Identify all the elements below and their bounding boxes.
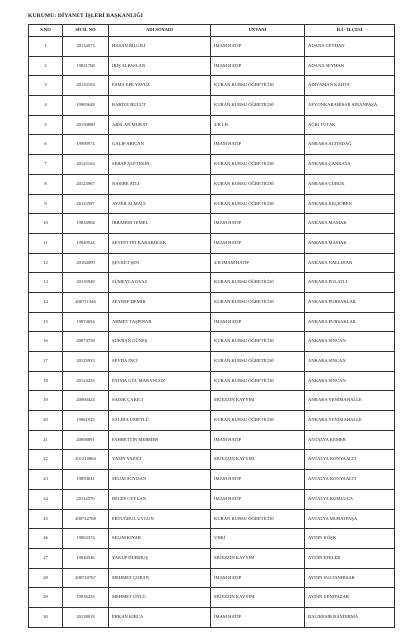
- table-row: [29, 56, 395, 76]
- cell-name: GALİP ARIÇAN: [109, 135, 211, 155]
- cell-name: NASİBE ATLI: [109, 174, 211, 194]
- cell-title: MÜEZZİN KAYYIM: [211, 391, 305, 411]
- table-row: [29, 253, 395, 273]
- cell-title: İMAM HATİP: [211, 312, 305, 332]
- cell-location: ANKARA NALLIHAN: [305, 253, 395, 273]
- cell-location: ANKARA PURSAKLAR: [305, 312, 395, 332]
- table-row: [29, 76, 395, 96]
- cell-name: HASAN BİLGİLİ: [109, 37, 211, 57]
- cell-location: ANKARA YENİMAHALLE: [305, 411, 395, 431]
- column-header-name: ADI SOYADI: [109, 25, 211, 37]
- cell-sno: 29: [29, 588, 63, 608]
- cell-name: MEHMET ÜNLÜ: [109, 588, 211, 608]
- cell-sicil-no: 19940524: [63, 233, 109, 253]
- cell-sicil-no: 20113597: [63, 194, 109, 214]
- cell-sno: 4: [29, 96, 63, 116]
- cell-name: ESMA EFE YAVUZ: [109, 76, 211, 96]
- cell-location: ANKARA KEÇİÖREN: [305, 194, 395, 214]
- cell-sno: 8: [29, 174, 63, 194]
- cell-name: ŞÜKRAN GÜNEŞ: [109, 332, 211, 352]
- cell-location: ANKARA SİNCAN: [305, 352, 395, 372]
- cell-sicil-no: 20164009: [63, 253, 109, 273]
- cell-sno: 2: [29, 56, 63, 76]
- cell-location: ANKARA ALTINDAĞ: [305, 135, 395, 155]
- cell-location: ANKARA ÇANKAYA: [305, 155, 395, 175]
- cell-location: ANTALYA KONYAALTI: [305, 470, 395, 490]
- cell-title: MÜEZZİN KAYYIM: [211, 450, 305, 470]
- table-row: [29, 430, 395, 450]
- cell-title: KURAN KURSU ÖĞRETİCİSİ: [211, 155, 305, 175]
- cell-sicil-no: 20125163: [63, 155, 109, 175]
- cell-sicil-no: 19936255: [63, 588, 109, 608]
- cell-title: KURAN KURSU ÖĞRETİCİSİ: [211, 273, 305, 293]
- cell-location: AYDIN SULTANHİSAR: [305, 568, 395, 588]
- cell-name: ERKAN KIRCA: [109, 607, 211, 627]
- cell-location: ADANA CEYHAN: [305, 37, 395, 57]
- cell-title: KURAN KURSU ÖĞRETİCİSİ: [211, 509, 305, 529]
- cell-location: AYDIN EFELER: [305, 548, 395, 568]
- cell-name: İBRAHİM TEMEL: [109, 214, 211, 234]
- cell-sno: 22: [29, 450, 63, 470]
- table-row: [29, 174, 395, 194]
- cell-sno: 13: [29, 273, 63, 293]
- cell-name: SEVDA İNCİ: [109, 352, 211, 372]
- cell-title: KURAN KURSU ÖĞRETİCİSİ: [211, 76, 305, 96]
- cell-name: YAKUP DURMUŞ: [109, 548, 211, 568]
- cell-title: KURAN KURSU ÖĞRETİCİSİ: [211, 411, 305, 431]
- cell-sicil-no: 20074758: [63, 332, 109, 352]
- cell-title: İMAM HATİP: [211, 56, 305, 76]
- column-header-sicil: SİCİL NO: [63, 25, 109, 37]
- table-row: [29, 391, 395, 411]
- cell-title: KURAN KURSU ÖĞRETİCİSİ: [211, 371, 305, 391]
- cell-title: KURAN KURSU ÖĞRETİCİSİ: [211, 332, 305, 352]
- table-row: [29, 371, 395, 391]
- cell-sno: 30: [29, 607, 63, 627]
- cell-name: ERTUĞRUL UYGUN: [109, 509, 211, 529]
- cell-name: SÜMEYLA OVAZ: [109, 273, 211, 293]
- cell-name: RECEP CEYLAN: [109, 489, 211, 509]
- table-row: [29, 194, 395, 214]
- table-row: [29, 568, 395, 588]
- cell-location: AĞRI TUTAK: [305, 115, 395, 135]
- table-row: [29, 529, 395, 549]
- column-header-location: İLİ - İLÇESİ: [305, 25, 395, 37]
- cell-sicil-no: 20150880: [63, 115, 109, 135]
- table-row: [29, 214, 395, 234]
- cell-sicil-no: 19834904: [63, 214, 109, 234]
- cell-title: İMAM HATİP: [211, 233, 305, 253]
- column-header-title: UNVANI: [211, 25, 305, 37]
- cell-title: İMAM HATİP: [211, 470, 305, 490]
- cell-location: ANKARA SİNCAN: [305, 371, 395, 391]
- cell-sno: 17: [29, 352, 63, 372]
- cell-location: ANKARA SİNCAN: [305, 332, 395, 352]
- cell-title: MÜEZZİN KAYYIM: [211, 548, 305, 568]
- cell-sicil-no: 20114570: [63, 489, 109, 509]
- cell-sno: 20: [29, 411, 63, 431]
- table-row: [29, 332, 395, 352]
- personnel-table-container: [28, 24, 394, 628]
- cell-title: VHKİ: [211, 529, 305, 549]
- table-row: [29, 450, 395, 470]
- cell-sno: 12: [29, 253, 63, 273]
- cell-sicil-no: 201210864: [63, 450, 109, 470]
- table-row: [29, 489, 395, 509]
- cell-sicil-no: 20134573: [63, 37, 109, 57]
- cell-location: ANKARA PURSAKLAR: [305, 292, 395, 312]
- cell-sno: 6: [29, 135, 63, 155]
- cell-name: AHMET TAŞPINAR: [109, 312, 211, 332]
- table-row: [29, 96, 395, 116]
- cell-sicil-no: 20098891: [63, 430, 109, 450]
- table-row: [29, 155, 395, 175]
- cell-sno: 14: [29, 292, 63, 312]
- cell-sicil-no: 20124255: [63, 371, 109, 391]
- table-row: [29, 292, 395, 312]
- cell-title: İMAM HATİP: [211, 430, 305, 450]
- cell-sno: 27: [29, 548, 63, 568]
- cell-title: İMAM HATİP: [211, 135, 305, 155]
- cell-location: ANTALYA KEMER: [305, 430, 395, 450]
- personnel-table: [28, 24, 395, 628]
- cell-name: AYFER ALMACI: [109, 194, 211, 214]
- cell-sno: 15: [29, 312, 63, 332]
- cell-title: İMAM HATİP: [211, 489, 305, 509]
- cell-name: SERAP ALPTEKİN: [109, 155, 211, 175]
- cell-title: KURAN KURSU ÖĞRETİCİSİ: [211, 194, 305, 214]
- table-row: [29, 588, 395, 608]
- cell-location: ANTALYA KUMLUCA: [305, 489, 395, 509]
- cell-name: ARSLAN MURAT: [109, 115, 211, 135]
- cell-title: 4/B İ.H.: [211, 115, 305, 135]
- cell-location: BALIKESİR BANDIRMA: [305, 607, 395, 627]
- cell-sicil-no: 200711346: [63, 292, 109, 312]
- cell-sicil-no: 19961925: [63, 411, 109, 431]
- table-row: [29, 233, 395, 253]
- cell-location: ANKARA MAMAK: [305, 233, 395, 253]
- table-row: [29, 135, 395, 155]
- cell-sno: 16: [29, 332, 63, 352]
- table-row: [29, 548, 395, 568]
- cell-sno: 21: [29, 430, 63, 450]
- cell-sicil-no: 19893041: [63, 470, 109, 490]
- cell-name: SADIK ÇAKICI: [109, 391, 211, 411]
- cell-name: İRİŞ ALPASLAN: [109, 56, 211, 76]
- cell-location: AYDIN KÖŞK: [305, 529, 395, 549]
- cell-location: ANKARA MAMAK: [305, 214, 395, 234]
- cell-location: ADANA SEYHAN: [305, 56, 395, 76]
- cell-name: SALİHA ÜMETLÜ: [109, 411, 211, 431]
- cell-location: AYDIN YENİPAZAR: [305, 588, 395, 608]
- cell-location: AFYONKARAHİSAR SİNANPAŞA: [305, 96, 395, 116]
- cell-sicil-no: 19990974: [63, 135, 109, 155]
- cell-location: ADIYAMAN KAHTA: [305, 76, 395, 96]
- cell-title: İMAM HATİP: [211, 37, 305, 57]
- cell-title: 4/B İMAM HATİP: [211, 253, 305, 273]
- cell-location: ANTALYA MURATPAŞA: [305, 509, 395, 529]
- cell-name: MEHMET ÇOBAN: [109, 568, 211, 588]
- cell-sicil-no: 19965648: [63, 96, 109, 116]
- cell-sno: 3: [29, 76, 63, 96]
- column-header-no: S.NO: [29, 25, 63, 37]
- cell-sicil-no: 20060424: [63, 391, 109, 411]
- cell-title: İMAM HATİP: [211, 214, 305, 234]
- cell-sno: 26: [29, 529, 63, 549]
- table-row: [29, 273, 395, 293]
- cell-sicil-no: 20135949: [63, 273, 109, 293]
- cell-sicil-no: 20125933: [63, 352, 109, 372]
- cell-sno: 10: [29, 214, 63, 234]
- cell-name: SELİM SOYDAN: [109, 470, 211, 490]
- cell-location: ANKARA POLATLI: [305, 273, 395, 293]
- table-row: [29, 509, 395, 529]
- cell-sno: 24: [29, 489, 63, 509]
- cell-sicil-no: 20138018: [63, 607, 109, 627]
- cell-sicil-no: 19963374: [63, 529, 109, 549]
- cell-sicil-no: 19940546: [63, 548, 109, 568]
- cell-sno: 1: [29, 37, 63, 57]
- cell-sno: 23: [29, 470, 63, 490]
- table-header-row: [29, 25, 395, 37]
- cell-title: KURAN KURSU ÖĞRETİCİSİ: [211, 292, 305, 312]
- table-row: [29, 411, 395, 431]
- cell-name: ZEYNEP DEMİR: [109, 292, 211, 312]
- cell-sno: 9: [29, 194, 63, 214]
- cell-sno: 5: [29, 115, 63, 135]
- table-body: [29, 37, 395, 628]
- cell-title: KURAN KURSU ÖĞRETİCİSİ: [211, 352, 305, 372]
- cell-sicil-no: 20133103: [63, 76, 109, 96]
- cell-location: ANKARA YENİMAHALLE: [305, 391, 395, 411]
- cell-name: SEYFETTİN KARABÖCEK: [109, 233, 211, 253]
- cell-name: RABİYE BULUT: [109, 96, 211, 116]
- cell-title: KURAN KURSU ÖĞRETİCİSİ: [211, 96, 305, 116]
- table-row: [29, 115, 395, 135]
- cell-sno: 28: [29, 568, 63, 588]
- table-row: [29, 607, 395, 627]
- cell-name: FAHRETTİN MERMER: [109, 430, 211, 450]
- cell-sicil-no: 200710767: [63, 568, 109, 588]
- cell-sno: 7: [29, 155, 63, 175]
- cell-sicil-no: 19974694: [63, 312, 109, 332]
- table-row: [29, 470, 395, 490]
- table-row: [29, 352, 395, 372]
- cell-sno: 11: [29, 233, 63, 253]
- table-row: [29, 312, 395, 332]
- cell-name: FATMA GÜL MARANGOZ: [109, 371, 211, 391]
- cell-name: SELİM KIYAR: [109, 529, 211, 549]
- cell-sno: 25: [29, 509, 63, 529]
- cell-location: ANTALYA KONYAALTI: [305, 450, 395, 470]
- cell-name: ŞEVKET ŞEN: [109, 253, 211, 273]
- cell-sicil-no: 19831768: [63, 56, 109, 76]
- document-header: KURUMU: DİYANET İŞLERİ BAŞKANLIĞI: [28, 13, 144, 19]
- cell-title: KURAN KURSU ÖĞRETİCİSİ: [211, 174, 305, 194]
- table-row: [29, 37, 395, 57]
- cell-sno: 19: [29, 391, 63, 411]
- cell-title: İMAM HATİP: [211, 607, 305, 627]
- cell-name: YASİN YAZICI: [109, 450, 211, 470]
- cell-title: İMAM HATİP: [211, 568, 305, 588]
- cell-location: ANKARA ÇUBUK: [305, 174, 395, 194]
- cell-sicil-no: 200712768: [63, 509, 109, 529]
- cell-title: MÜEZZİN KAYYIM: [211, 588, 305, 608]
- cell-sno: 18: [29, 371, 63, 391]
- cell-sicil-no: 20123967: [63, 174, 109, 194]
